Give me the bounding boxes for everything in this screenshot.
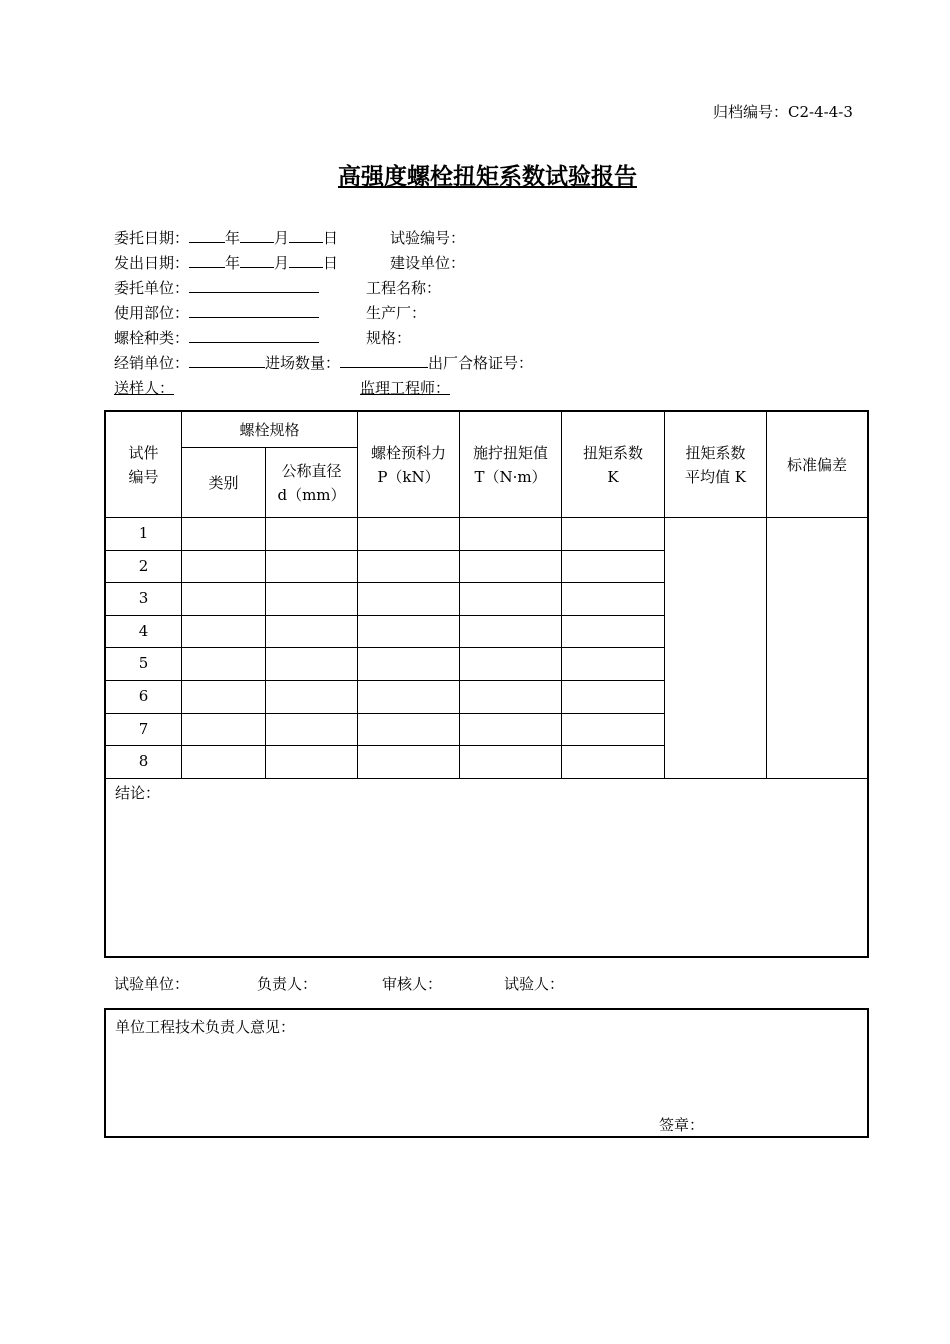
month-label: 月 (274, 229, 290, 247)
specimen-number-cell (106, 648, 182, 681)
issue-date-line (114, 252, 338, 273)
entrust-date-line (114, 227, 338, 248)
specimen-number-cell (106, 551, 182, 584)
header-bolt-spec: 螺栓规格 (182, 412, 358, 448)
table-cell[interactable] (358, 518, 460, 551)
table-cell[interactable] (562, 518, 665, 551)
row-number: 6 (138, 687, 149, 705)
specimen-number-cell (106, 714, 182, 747)
table-cell[interactable] (562, 551, 665, 584)
day-blank[interactable] (289, 253, 323, 268)
table-cell[interactable] (182, 746, 266, 779)
row-number: 4 (138, 621, 149, 640)
build-unit-label: 建设单位： (390, 254, 466, 272)
table-cell[interactable] (266, 583, 358, 616)
day-blank[interactable] (289, 228, 323, 243)
table-cell[interactable] (266, 746, 358, 779)
opinion-label: 单位工程技术负责人意见： (115, 1018, 296, 1036)
header-specimen: 试件 编号 (106, 412, 182, 518)
month-blank[interactable] (240, 253, 274, 268)
tester-label: 试验人： (504, 975, 565, 993)
table-cell[interactable] (358, 583, 460, 616)
table-cell[interactable] (182, 518, 266, 551)
header-diameter: 公称直径 d（mm） (266, 448, 358, 518)
table-cell[interactable] (562, 681, 665, 714)
bolt-type-blank[interactable] (189, 328, 319, 343)
specimen-number-cell (106, 518, 182, 551)
day-label: 日 (323, 254, 339, 272)
header-category: 类别 (182, 448, 266, 518)
table-cell[interactable] (358, 746, 460, 779)
stamp-label: 签章： (659, 1116, 705, 1134)
manufacturer-label: 生产厂： (366, 304, 427, 322)
table-cell[interactable] (460, 518, 562, 551)
archive-number: 归档编号：C2-4-4-3 (713, 103, 853, 121)
month-blank[interactable] (240, 228, 274, 243)
year-label: 年 (225, 254, 241, 272)
table-cell[interactable] (562, 583, 665, 616)
std-value-cell[interactable] (767, 518, 867, 779)
entrust-unit-blank[interactable] (189, 278, 319, 293)
responsible-label: 负责人： (257, 975, 318, 993)
table-cell[interactable] (182, 681, 266, 714)
entrust-date-label: 委托日期： (114, 229, 190, 247)
table-cell[interactable] (460, 616, 562, 649)
sender-line (114, 377, 454, 398)
header-torque: 施拧扭矩值 T（N·m） (460, 412, 562, 518)
project-name-label: 工程名称： (366, 279, 442, 297)
table-cell[interactable] (266, 518, 358, 551)
table-cell[interactable] (562, 616, 665, 649)
row-number: 5 (138, 654, 149, 673)
entry-qty-blank[interactable] (340, 353, 428, 368)
table-cell[interactable] (562, 746, 665, 779)
cert-no-label: 出厂合格证号： (428, 354, 534, 372)
header-preload: 螺栓预科力 P（kN） (358, 412, 460, 518)
row-number: 7 (138, 719, 149, 738)
use-part-blank[interactable] (189, 303, 319, 318)
table-cell[interactable] (460, 583, 562, 616)
table-cell[interactable] (266, 551, 358, 584)
row-number: 2 (138, 556, 149, 575)
specimen-number-cell (106, 746, 182, 779)
coef-avg-value-cell[interactable] (665, 518, 767, 779)
header-coef: 扭矩系数 K (562, 412, 665, 518)
bolt-type-line (114, 327, 319, 348)
day-label: 日 (323, 229, 339, 247)
table-cell[interactable] (182, 714, 266, 747)
use-part-label: 使用部位： (114, 304, 190, 322)
table-cell[interactable] (266, 648, 358, 681)
table-cell[interactable] (358, 648, 460, 681)
year-blank[interactable] (189, 253, 225, 268)
conclusion-label: 结论： (115, 784, 161, 802)
sender-label: 送样人： (114, 379, 175, 397)
test-unit-label: 试验单位： (114, 975, 190, 993)
opinion-box (104, 1008, 869, 1138)
entrust-unit-line (114, 277, 319, 298)
dealer-line (114, 352, 533, 373)
table-cell[interactable] (358, 616, 460, 649)
table-cell[interactable] (460, 714, 562, 747)
table-cell[interactable] (460, 648, 562, 681)
supervisor-label: 监理工程师： (360, 379, 451, 397)
table-cell[interactable] (266, 714, 358, 747)
table-cell[interactable] (358, 551, 460, 584)
bolt-type-label: 螺栓种类： (114, 329, 190, 347)
table-cell[interactable] (460, 551, 562, 584)
table-cell[interactable] (460, 746, 562, 779)
table-cell[interactable] (182, 583, 266, 616)
month-label: 月 (274, 254, 290, 272)
table-cell[interactable] (358, 714, 460, 747)
table-cell[interactable] (266, 681, 358, 714)
test-table (104, 410, 869, 958)
page-title: 高强度螺栓扭矩系数试验报告 (338, 163, 637, 190)
use-part-line (114, 302, 319, 323)
table-cell[interactable] (460, 681, 562, 714)
entry-qty-label: 进场数量： (265, 354, 341, 372)
header-coef-avg: 扭矩系数 平均值 K (665, 412, 767, 518)
year-blank[interactable] (189, 228, 225, 243)
row-number: 3 (138, 589, 149, 608)
table-cell[interactable] (182, 648, 266, 681)
issue-date-label: 发出日期： (114, 254, 190, 272)
specimen-number-cell (106, 681, 182, 714)
spec-label: 规格： (366, 329, 412, 347)
table-cell[interactable] (182, 616, 266, 649)
specimen-number-cell (106, 583, 182, 616)
table-cell[interactable] (182, 551, 266, 584)
test-no-label: 试验编号： (390, 229, 466, 247)
table-cell[interactable] (266, 616, 358, 649)
reviewer-label: 审核人： (382, 975, 443, 993)
year-label: 年 (225, 229, 241, 247)
row-number: 1 (138, 524, 149, 542)
specimen-number-cell (106, 616, 182, 649)
dealer-blank[interactable] (189, 353, 265, 368)
table-cell[interactable] (562, 648, 665, 681)
header-std: 标准偏差 (767, 412, 867, 518)
table-cell[interactable] (562, 714, 665, 747)
dealer-label: 经销单位： (114, 354, 190, 372)
table-cell[interactable] (358, 681, 460, 714)
entrust-unit-label: 委托单位： (114, 279, 190, 297)
row-number: 8 (138, 752, 149, 771)
